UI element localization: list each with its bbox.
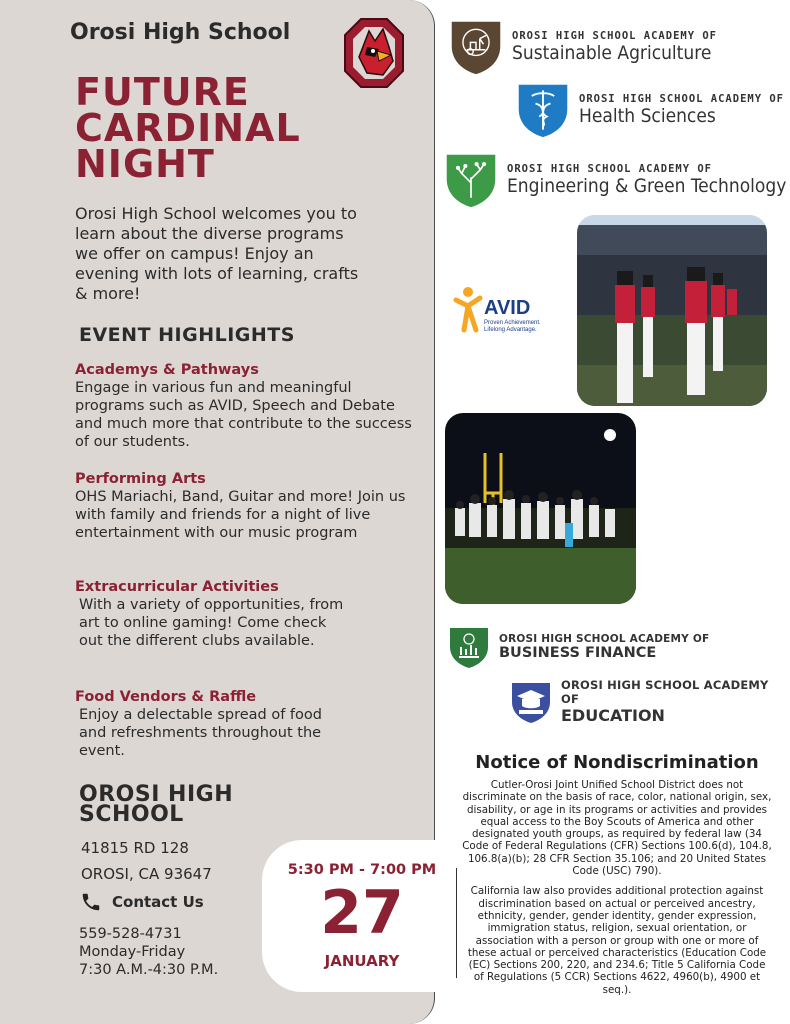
highlights-heading: EVENT HIGHLIGHTS	[79, 324, 295, 346]
notice-paragraph-1: Cutler-Orosi Joint Unified School District does not discriminate on the basis of race, color, national origin, sex, disability, or age in its programs or activities and provides equal access to the Boy Scouts of America and other designated youth groups, as required by federal law (34 Code of Federal Regulations (CFR) Sections 100.6(d), 104.8, 106.8(a)(b); 28 CFR Section 35.106; and 20 United States Code (USC) 790).	[462, 779, 772, 878]
health-caduceus-icon	[515, 80, 571, 140]
highlight-title: Performing Arts	[75, 471, 206, 487]
contact-info	[79, 925, 218, 979]
highlight-title: Extracurricular Activities	[75, 579, 279, 595]
academy-business-finance	[447, 625, 709, 669]
highlight-body: OHS Mariachi, Band, Guitar and more! Join us with family and friends for a night of live entertainment with our music program	[75, 489, 406, 541]
contact-days: Monday-Friday	[79, 944, 186, 960]
highlight-body: Enjoy a delectable spread of food and refreshments throughout the event.	[79, 707, 322, 759]
highlight-body: With a variety of opportunities, from art to online gaming! Come check out the different clubs available.	[79, 597, 344, 649]
event-day: 27	[320, 878, 404, 948]
football-team-photo	[445, 413, 636, 604]
highlight-title: Food Vendors & Raffle	[75, 689, 257, 705]
notice-divider	[456, 868, 457, 978]
academy-name: BUSINESS FINANCE	[499, 645, 657, 661]
avid-name: AVID	[484, 297, 531, 319]
title-line-2: CARDINAL	[75, 106, 301, 150]
event-title	[75, 70, 395, 186]
school-name: Orosi High School	[70, 20, 291, 45]
title-line-3: NIGHT	[75, 142, 215, 186]
academy-prefix: OROSI HIGH SCHOOL ACADEMY OF	[507, 163, 713, 175]
avid-logo	[450, 280, 550, 340]
academy-prefix: OROSI HIGH SCHOOL ACADEMY OF	[512, 30, 718, 42]
education-graduation-cap-icon	[509, 680, 553, 724]
highlight-food-vendors	[75, 689, 415, 760]
marching-band-photo	[577, 215, 767, 406]
address-street: 41815 RD 128	[81, 839, 189, 857]
highlight-performing-arts	[75, 471, 415, 542]
welcome-text: Orosi High School welcomes you to learn about the diverse programs we offer on campus! Enjoy an evening with lots of learning, crafts & more!	[75, 204, 359, 303]
event-date-card	[262, 840, 452, 992]
title-line-1: FUTURE	[75, 70, 250, 114]
avid-tagline-1: Proven Achievement.	[484, 320, 541, 326]
address-heading	[79, 782, 234, 827]
contact-row	[80, 891, 204, 913]
event-time: 5:30 PM - 7:00 PM	[287, 862, 437, 878]
highlight-body: Engage in various fun and meaningful programs such as AVID, Speech and Debate and much more that contribute to the success of our students.	[75, 380, 412, 450]
event-month: JANUARY	[324, 952, 400, 970]
contact-phone: 559-528-4731	[79, 926, 182, 942]
academy-name: Health Sciences	[579, 105, 716, 127]
address-heading-line-1: OROSI HIGH	[79, 782, 234, 807]
academy-education	[509, 678, 790, 725]
highlight-extracurricular	[75, 579, 415, 650]
academy-health-sciences	[515, 80, 784, 140]
academy-prefix: OROSI HIGH SCHOOL ACADEMY OF	[499, 633, 710, 645]
highlight-academies	[75, 362, 415, 451]
academy-name: Sustainable Agriculture	[512, 42, 712, 64]
nondiscrimination-notice	[462, 752, 772, 1004]
address-block	[81, 835, 212, 887]
contact-label: Contact Us	[112, 893, 204, 911]
avid-tagline-2: Lifelong Advantage.	[484, 327, 537, 333]
address-heading-line-2: SCHOOL	[79, 802, 184, 827]
highlight-title: Academys & Pathways	[75, 362, 259, 378]
academy-engineering	[443, 150, 786, 210]
agriculture-shield-icon	[448, 17, 504, 77]
phone-icon	[80, 891, 102, 913]
business-finance-shield-icon	[447, 625, 491, 669]
engineering-tree-icon	[443, 150, 499, 210]
contact-hours: 7:30 A.M.-4:30 P.M.	[79, 962, 219, 978]
academy-agriculture	[448, 17, 717, 77]
notice-heading: Notice of Nondiscrimination	[475, 752, 759, 773]
academy-name: Engineering & Green Technology	[507, 175, 787, 197]
academy-prefix: OROSI HIGH SCHOOL ACADEMY OF	[579, 93, 785, 105]
address-city: OROSI, CA 93647	[81, 865, 212, 883]
academy-name: EDUCATION	[561, 706, 665, 725]
notice-paragraph-2: California law also provides additional protection against discrimination based on actual or perceived ancestry, ethnicity, gender, gender identity, gender expression, immigration status, religion, sexual orientation, or association with a person or group with one or more of these actual or perceived characteristics (Education Code (EC) Sections 200, 220, and 234.6; Title 5 California Code of Regulations (5 CCR) Sections 4622, 4960(b), 4900 et seq.).	[467, 885, 767, 996]
academy-prefix: OROSI HIGH SCHOOL ACADEMY OF	[561, 678, 769, 706]
avid-figure-icon	[450, 280, 550, 340]
